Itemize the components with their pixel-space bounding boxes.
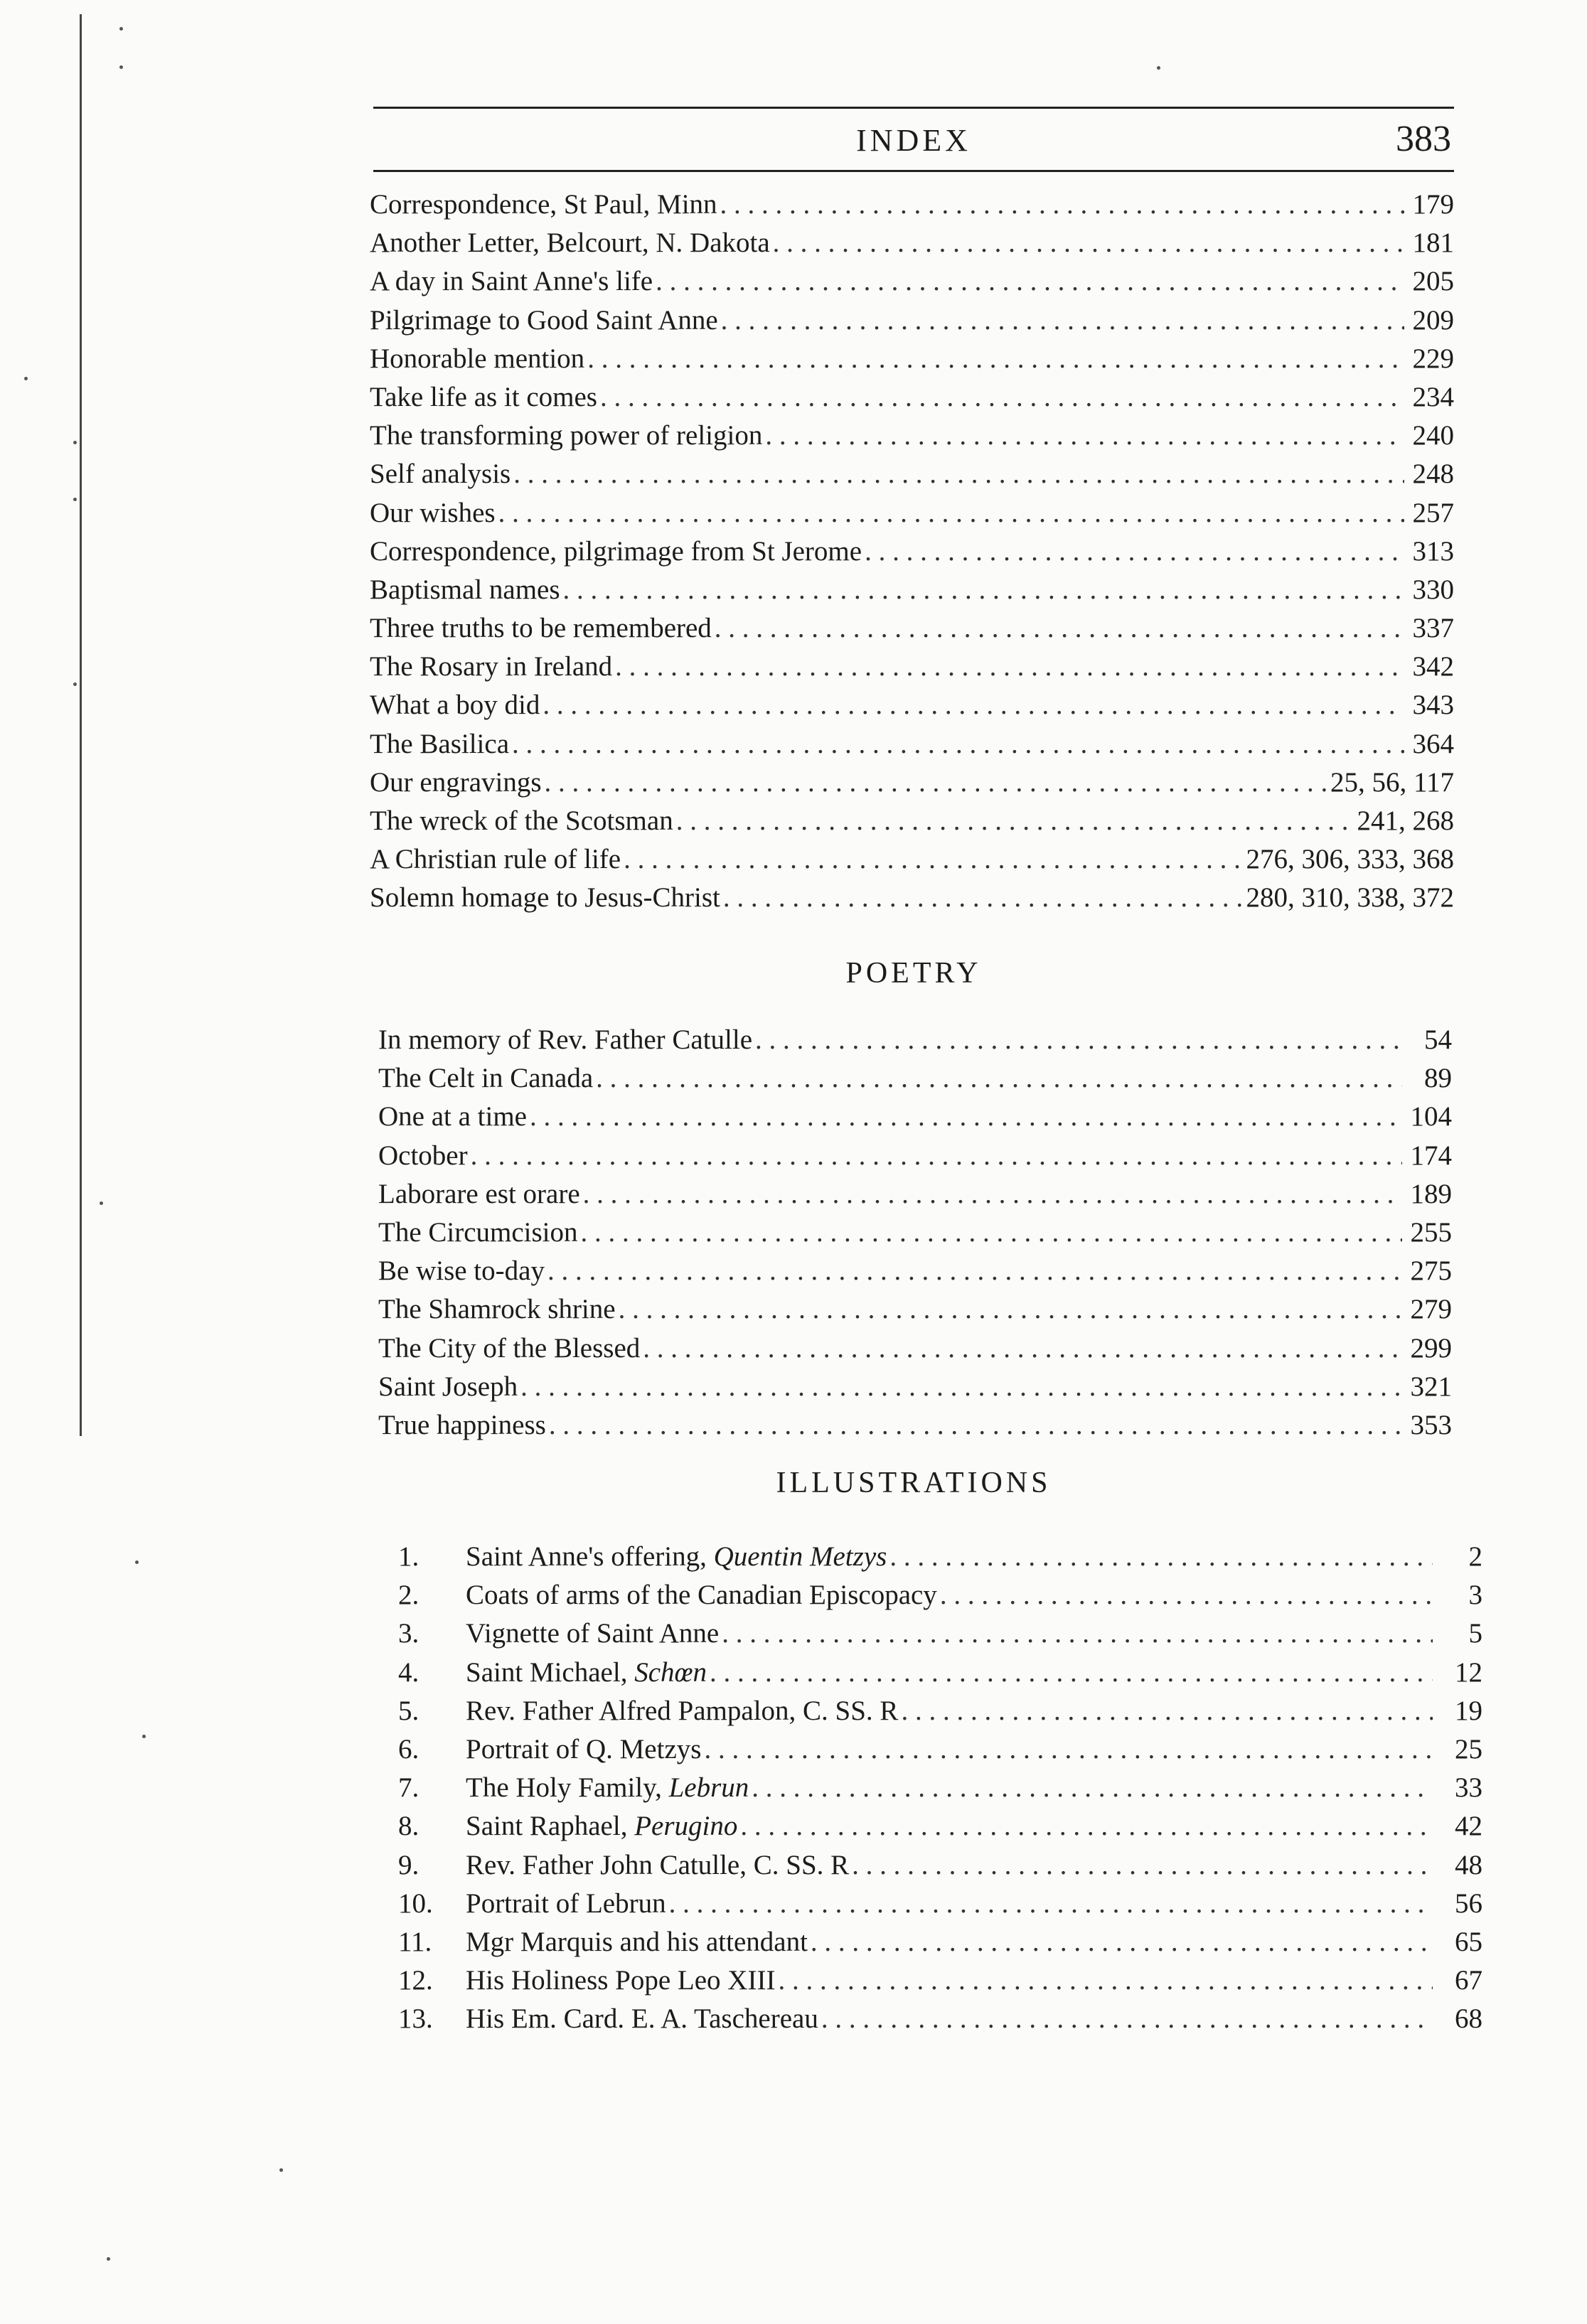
entry-title-text: The transforming power of religion bbox=[370, 420, 763, 451]
scan-speck bbox=[135, 1560, 139, 1564]
entry-pages: 330 bbox=[1412, 574, 1454, 605]
entry-title-text: Our wishes bbox=[370, 497, 496, 528]
entry-pages: 364 bbox=[1412, 728, 1454, 759]
entry-title bbox=[370, 537, 862, 565]
entry-pages: 276, 306, 333, 368 bbox=[1246, 844, 1454, 875]
entry-title bbox=[378, 1064, 593, 1092]
index-entry bbox=[378, 1103, 1452, 1141]
entry-title bbox=[370, 807, 673, 835]
entry-number: 9. bbox=[398, 1849, 420, 1880]
index-entry bbox=[398, 1812, 1482, 1851]
entry-pages: 12 bbox=[1455, 1656, 1482, 1688]
entry-title-text: Vignette of Saint Anne bbox=[466, 1618, 720, 1649]
entry-title bbox=[466, 1928, 808, 1956]
entry-pages: 275 bbox=[1410, 1255, 1452, 1287]
entry-title bbox=[370, 306, 718, 334]
header-bottom-rule bbox=[373, 170, 1454, 172]
index-entry bbox=[370, 766, 1454, 807]
dot-leader bbox=[719, 1619, 1433, 1647]
entry-title-text: Pilgrimage to Good Saint Anne bbox=[370, 304, 718, 336]
entry-title-text: The Celt in Canada bbox=[378, 1063, 594, 1094]
entry-pages: 209 bbox=[1412, 304, 1454, 336]
dot-leader bbox=[527, 1103, 1402, 1130]
entry-pages: 241, 268 bbox=[1357, 805, 1454, 836]
scan-speck bbox=[142, 1735, 146, 1738]
entry-pages: 2 bbox=[1468, 1541, 1482, 1572]
dot-leader bbox=[666, 1890, 1433, 1917]
entry-title-text: Honorable mention bbox=[370, 343, 585, 374]
entry-title-text: In memory of Rev. Father Catulle bbox=[378, 1024, 753, 1055]
scan-edge-line bbox=[80, 14, 82, 1436]
entry-number: 1. bbox=[398, 1541, 420, 1572]
entry-title bbox=[370, 766, 542, 798]
entry-pages: 343 bbox=[1412, 690, 1454, 721]
index-entry bbox=[398, 1887, 1482, 1928]
entry-title bbox=[466, 1543, 887, 1570]
dot-leader bbox=[762, 422, 1404, 449]
entry-title-text: What a boy did bbox=[370, 690, 540, 721]
dot-leader bbox=[937, 1581, 1433, 1609]
index-entry bbox=[398, 1735, 1482, 1774]
scan-speck bbox=[73, 498, 77, 501]
index-entry bbox=[370, 845, 1454, 884]
entry-title-text: Solemn homage to Jesus-Christ bbox=[370, 882, 720, 914]
dot-leader bbox=[496, 499, 1404, 527]
index-entry bbox=[398, 1619, 1482, 1658]
entry-title-text: Coats of arms of the Canadian Episcopacy bbox=[466, 1580, 937, 1611]
entry-title bbox=[370, 499, 496, 527]
index-entry bbox=[370, 614, 1454, 653]
entry-title-text: Self analysis bbox=[370, 459, 511, 490]
dot-leader bbox=[770, 229, 1404, 257]
index-entry bbox=[378, 1026, 1452, 1064]
entry-number: 13. bbox=[398, 2003, 433, 2035]
dot-leader bbox=[545, 1257, 1402, 1285]
entry-pages: 321 bbox=[1410, 1371, 1452, 1402]
entry-title bbox=[466, 1656, 707, 1688]
entry-number: 7. bbox=[398, 1772, 420, 1804]
entry-artist: Quentin Metzys bbox=[713, 1541, 887, 1572]
entry-title-text: The wreck of the Scotsman bbox=[370, 805, 673, 836]
entry-title-text: The Circumcision bbox=[378, 1216, 578, 1248]
entry-title-text: A Christian rule of life bbox=[370, 844, 621, 875]
dot-leader bbox=[580, 1180, 1402, 1208]
entry-pages: 68 bbox=[1455, 2003, 1482, 2035]
scan-speck bbox=[100, 1201, 103, 1205]
entry-title bbox=[370, 691, 540, 719]
entry-title bbox=[370, 730, 509, 758]
dot-leader bbox=[712, 614, 1404, 642]
index-entry bbox=[398, 1581, 1482, 1619]
entry-title bbox=[378, 1180, 580, 1208]
dot-leader bbox=[673, 807, 1357, 835]
entry-title-text: Portrait of Q. Metzys bbox=[466, 1733, 702, 1765]
scan-speck bbox=[1157, 66, 1160, 70]
entry-pages: 56 bbox=[1455, 1887, 1482, 1919]
dot-leader bbox=[720, 884, 1246, 911]
entry-title bbox=[370, 191, 717, 218]
index-entry bbox=[398, 1928, 1482, 1966]
index-entry bbox=[370, 576, 1454, 614]
scan-speck bbox=[107, 2257, 110, 2261]
entry-title bbox=[378, 1026, 752, 1054]
dot-leader bbox=[898, 1697, 1433, 1725]
entry-title-text: Take life as it comes bbox=[370, 381, 597, 412]
dot-leader bbox=[616, 1295, 1402, 1323]
index-entry bbox=[378, 1180, 1452, 1219]
dot-leader bbox=[621, 845, 1246, 873]
index-entry bbox=[378, 1257, 1452, 1295]
dot-leader bbox=[540, 691, 1404, 719]
entry-title-text: Saint Michael, bbox=[466, 1656, 628, 1688]
entry-number: 10. bbox=[398, 1887, 433, 1919]
index-entry bbox=[378, 1373, 1452, 1411]
dot-leader bbox=[468, 1142, 1402, 1169]
index-entry bbox=[370, 499, 1454, 537]
entry-pages: 353 bbox=[1410, 1409, 1452, 1440]
dot-leader bbox=[612, 653, 1404, 680]
index-entry bbox=[398, 2005, 1482, 2043]
entry-title-text: The Rosary in Ireland bbox=[370, 651, 613, 682]
index-entry bbox=[378, 1064, 1452, 1103]
dot-leader bbox=[584, 345, 1404, 373]
entry-pages: 104 bbox=[1410, 1101, 1452, 1132]
dot-leader bbox=[511, 460, 1404, 488]
dot-leader bbox=[518, 1373, 1402, 1401]
index-entry bbox=[378, 1334, 1452, 1373]
entry-pages: 189 bbox=[1410, 1178, 1452, 1209]
illustrations-list bbox=[398, 1543, 1482, 2043]
entry-title-text: The Holy Family, bbox=[466, 1772, 662, 1804]
entry-title bbox=[378, 1257, 545, 1285]
entry-title-text: Our engravings bbox=[370, 766, 542, 798]
entry-title-text: October bbox=[378, 1140, 468, 1171]
scan-speck bbox=[73, 682, 77, 686]
dot-leader bbox=[701, 1735, 1433, 1763]
entry-title bbox=[370, 460, 511, 488]
entry-pages: 25, 56, 117 bbox=[1330, 766, 1454, 798]
entry-title bbox=[370, 576, 560, 604]
entry-number: 11. bbox=[398, 1926, 432, 1957]
entry-number: 8. bbox=[398, 1811, 420, 1842]
entry-pages: 279 bbox=[1410, 1294, 1452, 1325]
entry-title bbox=[370, 653, 612, 680]
index-entry bbox=[370, 345, 1454, 383]
entry-title-text: Rev. Father Alfred Pampalon, C. SS. R bbox=[466, 1695, 899, 1726]
entry-pages: 65 bbox=[1455, 1926, 1482, 1957]
entry-title bbox=[378, 1373, 518, 1401]
index-entry bbox=[370, 306, 1454, 345]
entry-title-text: Correspondence, pilgrimage from St Jerome bbox=[370, 535, 862, 567]
dot-leader bbox=[542, 769, 1330, 796]
running-head: INDEX bbox=[856, 123, 971, 158]
entry-title bbox=[466, 1735, 701, 1763]
entry-pages: 248 bbox=[1412, 459, 1454, 490]
entry-pages: 229 bbox=[1412, 343, 1454, 374]
index-entry bbox=[370, 537, 1454, 576]
entry-pages: 19 bbox=[1455, 1695, 1482, 1726]
entry-pages: 5 bbox=[1468, 1618, 1482, 1649]
entry-pages: 25 bbox=[1455, 1733, 1482, 1765]
entry-title bbox=[378, 1103, 527, 1130]
entry-number: 12. bbox=[398, 1965, 433, 1996]
entry-pages: 179 bbox=[1412, 189, 1454, 220]
entry-title bbox=[370, 422, 762, 449]
dot-leader bbox=[707, 1659, 1433, 1686]
entry-title bbox=[466, 2005, 818, 2033]
entry-title bbox=[370, 882, 720, 914]
entry-pages: 174 bbox=[1410, 1140, 1452, 1171]
index-entry bbox=[370, 884, 1454, 922]
index-entry bbox=[398, 1656, 1482, 1697]
entry-number: 4. bbox=[398, 1656, 420, 1688]
index-entry bbox=[378, 1216, 1452, 1257]
entry-pages: 67 bbox=[1455, 1965, 1482, 1996]
entry-title bbox=[370, 845, 621, 873]
entry-title-text: Saint Raphael, bbox=[466, 1811, 628, 1842]
entry-title bbox=[378, 1295, 616, 1323]
entry-title-text: His Em. Card. E. A. Taschereau bbox=[466, 2003, 818, 2035]
index-entry bbox=[398, 1966, 1482, 2005]
entry-pages: 299 bbox=[1410, 1332, 1452, 1364]
entry-pages: 3 bbox=[1468, 1580, 1482, 1611]
entry-title bbox=[370, 229, 770, 257]
entry-pages: 205 bbox=[1412, 266, 1454, 297]
entry-number: 5. bbox=[398, 1695, 420, 1726]
page-number: 383 bbox=[1396, 119, 1451, 159]
entry-title bbox=[466, 1581, 937, 1609]
entry-title-text: Saint Joseph bbox=[378, 1371, 518, 1402]
entry-pages: 89 bbox=[1424, 1063, 1452, 1094]
entry-pages: 313 bbox=[1412, 535, 1454, 567]
entry-pages: 234 bbox=[1412, 381, 1454, 412]
entry-title-text: Saint Anne's offering, bbox=[466, 1541, 707, 1572]
entry-title-text: Another Letter, Belcourt, N. Dakota bbox=[370, 227, 770, 259]
entry-title-text: Baptismal names bbox=[370, 574, 560, 605]
entry-pages: 337 bbox=[1412, 613, 1454, 644]
index-entry bbox=[370, 807, 1454, 845]
poetry-list bbox=[378, 1026, 1452, 1450]
page-header bbox=[373, 107, 1454, 171]
dot-leader bbox=[718, 306, 1404, 334]
entry-title bbox=[466, 1619, 719, 1647]
dot-leader bbox=[887, 1543, 1433, 1570]
index-entry bbox=[370, 730, 1454, 769]
scan-speck bbox=[279, 2168, 283, 2172]
entry-title-text: The City of the Blessed bbox=[378, 1332, 641, 1364]
scan-speck bbox=[119, 65, 123, 69]
entry-title-text: True happiness bbox=[378, 1409, 546, 1440]
index-entry bbox=[378, 1411, 1452, 1450]
entry-title-text: His Holiness Pope Leo XIII bbox=[466, 1965, 776, 1996]
entry-pages: 280, 310, 338, 372 bbox=[1246, 882, 1454, 914]
entry-title-text: The Basilica bbox=[370, 728, 510, 759]
entry-pages: 33 bbox=[1455, 1772, 1482, 1804]
index-entry bbox=[370, 460, 1454, 498]
entry-title bbox=[466, 1966, 775, 1994]
entry-number: 3. bbox=[398, 1618, 420, 1649]
entry-title bbox=[370, 267, 653, 295]
dot-leader bbox=[560, 576, 1404, 604]
scan-speck bbox=[119, 27, 123, 31]
index-entry bbox=[370, 229, 1454, 267]
entry-pages: 342 bbox=[1412, 651, 1454, 682]
index-entry bbox=[398, 1543, 1482, 1581]
index-entry bbox=[370, 653, 1454, 691]
entry-pages: 240 bbox=[1412, 420, 1454, 451]
entry-artist: Schœn bbox=[634, 1656, 707, 1688]
entry-number: 2. bbox=[398, 1580, 420, 1611]
entry-title bbox=[378, 1411, 546, 1439]
entry-title bbox=[466, 1812, 737, 1840]
dot-leader bbox=[653, 267, 1404, 295]
entry-title bbox=[466, 1772, 749, 1804]
entry-pages: 54 bbox=[1424, 1024, 1452, 1055]
dot-leader bbox=[717, 191, 1404, 218]
dot-leader bbox=[593, 1064, 1402, 1092]
entry-pages: 181 bbox=[1412, 227, 1454, 259]
header-top-rule bbox=[373, 107, 1454, 109]
index-entry bbox=[398, 1774, 1482, 1812]
entry-artist: Lebrun bbox=[668, 1772, 749, 1804]
dot-leader bbox=[749, 1774, 1433, 1801]
entry-pages: 42 bbox=[1455, 1811, 1482, 1842]
entry-title bbox=[378, 1334, 640, 1362]
index-entry bbox=[370, 267, 1454, 306]
entry-title bbox=[466, 1887, 666, 1919]
entry-title bbox=[378, 1216, 578, 1248]
entry-artist: Perugino bbox=[634, 1811, 738, 1842]
entry-pages: 48 bbox=[1455, 1849, 1482, 1880]
scan-speck bbox=[73, 441, 77, 444]
entry-title bbox=[370, 614, 712, 642]
entry-title-text: The Shamrock shrine bbox=[378, 1294, 616, 1325]
entry-title-text: Portrait of Lebrun bbox=[466, 1887, 666, 1919]
index-entry bbox=[370, 191, 1454, 229]
index-entry bbox=[378, 1295, 1452, 1334]
entry-title bbox=[466, 1697, 898, 1725]
entry-title bbox=[466, 1851, 849, 1879]
dot-leader bbox=[509, 730, 1404, 758]
entry-pages: 257 bbox=[1412, 497, 1454, 528]
illustrations-heading: ILLUSTRATIONS bbox=[776, 1467, 1052, 1499]
entry-title-text: Laborare est orare bbox=[378, 1178, 580, 1209]
entry-title-text: One at a time bbox=[378, 1101, 527, 1132]
scan-speck bbox=[24, 377, 28, 380]
index-entry bbox=[370, 422, 1454, 460]
index-entry bbox=[398, 1697, 1482, 1735]
articles-list bbox=[370, 191, 1454, 923]
entry-title-text: A day in Saint Anne's life bbox=[370, 266, 653, 297]
dot-leader bbox=[578, 1219, 1402, 1246]
dot-leader bbox=[808, 1928, 1433, 1956]
entry-number: 6. bbox=[398, 1733, 420, 1765]
index-entry bbox=[398, 1851, 1482, 1890]
dot-leader bbox=[775, 1966, 1433, 1994]
index-entry bbox=[370, 691, 1454, 729]
index-entry bbox=[370, 383, 1454, 422]
dot-leader bbox=[737, 1812, 1433, 1840]
dot-leader bbox=[849, 1851, 1433, 1879]
index-entry bbox=[378, 1142, 1452, 1180]
entry-title-text: Rev. Father John Catulle, C. SS. R bbox=[466, 1849, 850, 1880]
entry-title-text: Be wise to-day bbox=[378, 1255, 545, 1287]
entry-title bbox=[378, 1142, 468, 1169]
entry-title-text: Mgr Marquis and his attendant bbox=[466, 1926, 808, 1957]
dot-leader bbox=[640, 1334, 1402, 1362]
dot-leader bbox=[546, 1411, 1402, 1439]
entry-title-text: Correspondence, St Paul, Minn bbox=[370, 189, 717, 220]
entry-title bbox=[370, 345, 584, 373]
entry-pages: 255 bbox=[1410, 1216, 1452, 1248]
dot-leader bbox=[862, 537, 1404, 565]
dot-leader bbox=[597, 383, 1404, 411]
entry-title-text: Three truths to be remembered bbox=[370, 613, 712, 644]
poetry-heading: POETRY bbox=[845, 957, 982, 990]
entry-title bbox=[370, 383, 597, 411]
dot-leader bbox=[752, 1026, 1402, 1054]
dot-leader bbox=[818, 2005, 1433, 2033]
